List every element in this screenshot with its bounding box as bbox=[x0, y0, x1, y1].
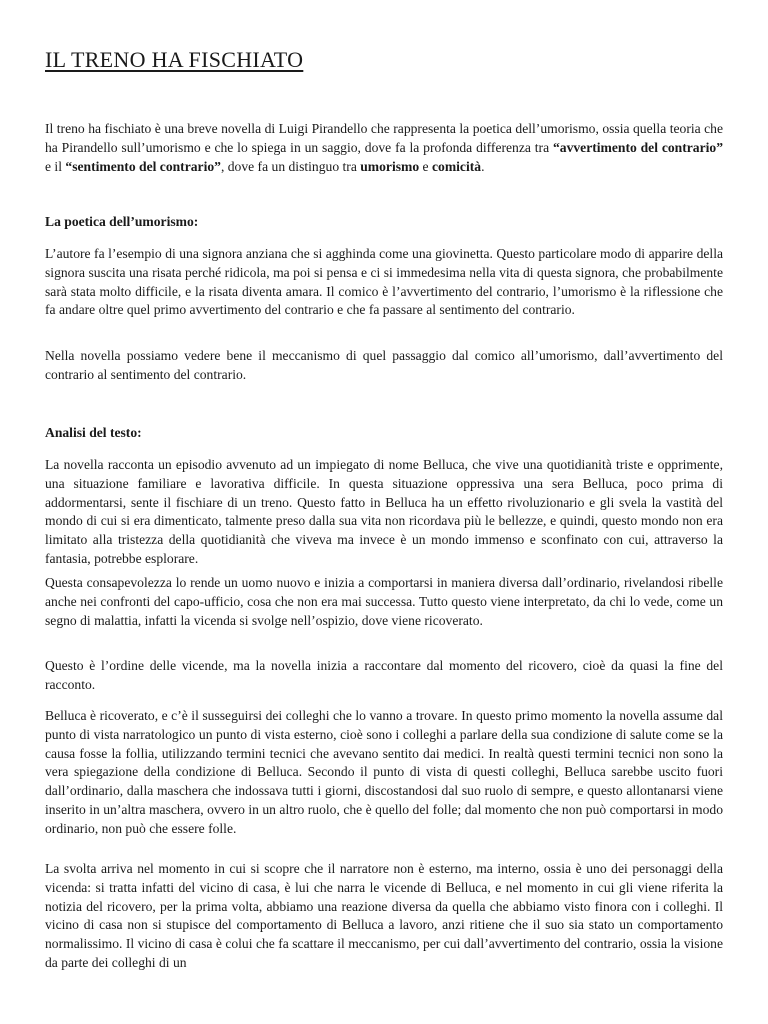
document-title: IL TRENO HA FISCHIATO bbox=[45, 47, 304, 72]
section-heading-poetica: La poetica dell’umorismo: bbox=[45, 214, 199, 229]
analisi-paragraph-3: Questo è l’ordine delle vicende, ma la novella inizia a raccontare dal momento del ricovero, cioè da quasi la fine del racconto. bbox=[45, 658, 723, 692]
analisi-paragraph-5: La svolta arriva nel momento in cui si scopre che il narratore non è esterno, ma interno, ossia è uno dei personaggi della vicenda: si tratta infatti del vicino di casa, è lui che narra le vicende di Belluca, e nel momento in cui gli viene riferita la notizia del ricovero, per la prima volta, abbiamo una reazione diversa da quella che abbiamo visto finora con i colleghi. Il vicino di casa non si stupisce del comportamento di Belluca a lavoro, anzi ritiene che il suo sia stato un comportamento normalissimo. Il vicino di casa è colui che fa scattare il meccanismo, per cui dall’avvertimento del contrario, ossia la visione da parte dei colleghi di un bbox=[45, 861, 723, 970]
analisi-paragraph-4: Belluca è ricoverato, e c’è il susseguirsi dei colleghi che lo vanno a trovare. In questo primo momento la novella assume dal punto di vista narratologico un punto di vista esterno, cioè sono i colleghi a parlare della sua condizione di salute come se la causa fosse la follia, utilizzando termini tecnici che avevano sentito dai medici. In realtà questi termini tecnici non sono la vera spiegazione della condizione di Belluca. Secondo il punto di vista di questi colleghi, Belluca sarebbe uscito fuori dall’ordinario, dalla maschera che indossava tutti i giorni, discostandosi dal suo ruolo di sempre, e questo allontanarsi viene inserito in un’altra maschera, ovvero in un altro ruolo, che è quello del folle; dal momento che non può comportarsi in modo ordinario, non può che essere folle. bbox=[45, 708, 723, 836]
analisi-paragraph-1: La novella racconta un episodio avvenuto ad un impiegato di nome Belluca, che vive una quotidianità triste e opprimente, una situazione familiare e lavorativa difficile. In questa situazione oppressiva una sera Belluca, poco prima di addormentarsi, sente il fischiare di un treno. Questo fatto in Belluca ha un effetto rivoluzionario e gli svela la vastità del mondo di cui si era dimenticato, talmente preso dalla sua vita non ricordava più le bellezze, e quindi, questo mondo non era limitato alla tristezza della quotidianità che viveva ma invece è un mondo immenso e sconfinato con cui, attraverso la fantasia, potrebbe esplorare. bbox=[45, 457, 723, 566]
intro-bold-avvertimento: “avvertimento del contrario” bbox=[552, 139, 723, 155]
intro-text-1: Il treno ha fischiato è una breve novella di Luigi Pirandello che rappresenta la poetica dell’umorismo, ossia quella teoria che ha Pirandello sull’umorismo e che lo spiega in un saggio, dove fa la profonda differenza tra bbox=[45, 121, 723, 155]
analisi-paragraph-2: Questa consapevolezza lo rende un uomo nuovo e inizia a comportarsi in maniera diversa dall’ordinario, rivelandosi ribelle anche nei confronti del capo-ufficio, cosa che non era mai successa. Tutto questo viene interpretato, da chi lo vede, come un segno di malattia, infatti la vicenda si svolge nell’ospizio, dove viene ricoverato. bbox=[45, 575, 723, 628]
intro-text-4: e bbox=[419, 158, 432, 174]
section-heading-analisi: Analisi del testo: bbox=[45, 425, 142, 440]
intro-bold-comicita: comicità bbox=[432, 158, 482, 174]
intro-paragraph bbox=[45, 120, 723, 176]
intro-bold-sentimento: “sentimento del contrario” bbox=[65, 158, 221, 174]
intro-text-5: . bbox=[481, 158, 485, 174]
intro-text-3: , dove fa un distinguo tra bbox=[220, 158, 361, 174]
poetica-paragraph-1: L’autore fa l’esempio di una signora anziana che si agghinda come una giovinetta. Questo particolare modo di apparire della signora suscita una risata perché ridicola, ma poi si pensa e ci si immedesima nella vita di questa signora, che probabilmente sarà stata molto difficile, e la risata diventa amara. Il comico è l’avvertimento del contrario, l’umorismo è la riflessione che fa andare oltre quel primo avvertimento del contrario e che fa passare al sentimento del contrario. bbox=[45, 246, 723, 318]
intro-text-2: e il bbox=[45, 158, 66, 174]
intro-bold-umorismo: umorismo bbox=[360, 158, 420, 174]
poetica-paragraph-2: Nella novella possiamo vedere bene il meccanismo di quel passaggio dal comico all’umorismo, dall’avvertimento del contrario al sentimento del contrario. bbox=[45, 348, 723, 382]
